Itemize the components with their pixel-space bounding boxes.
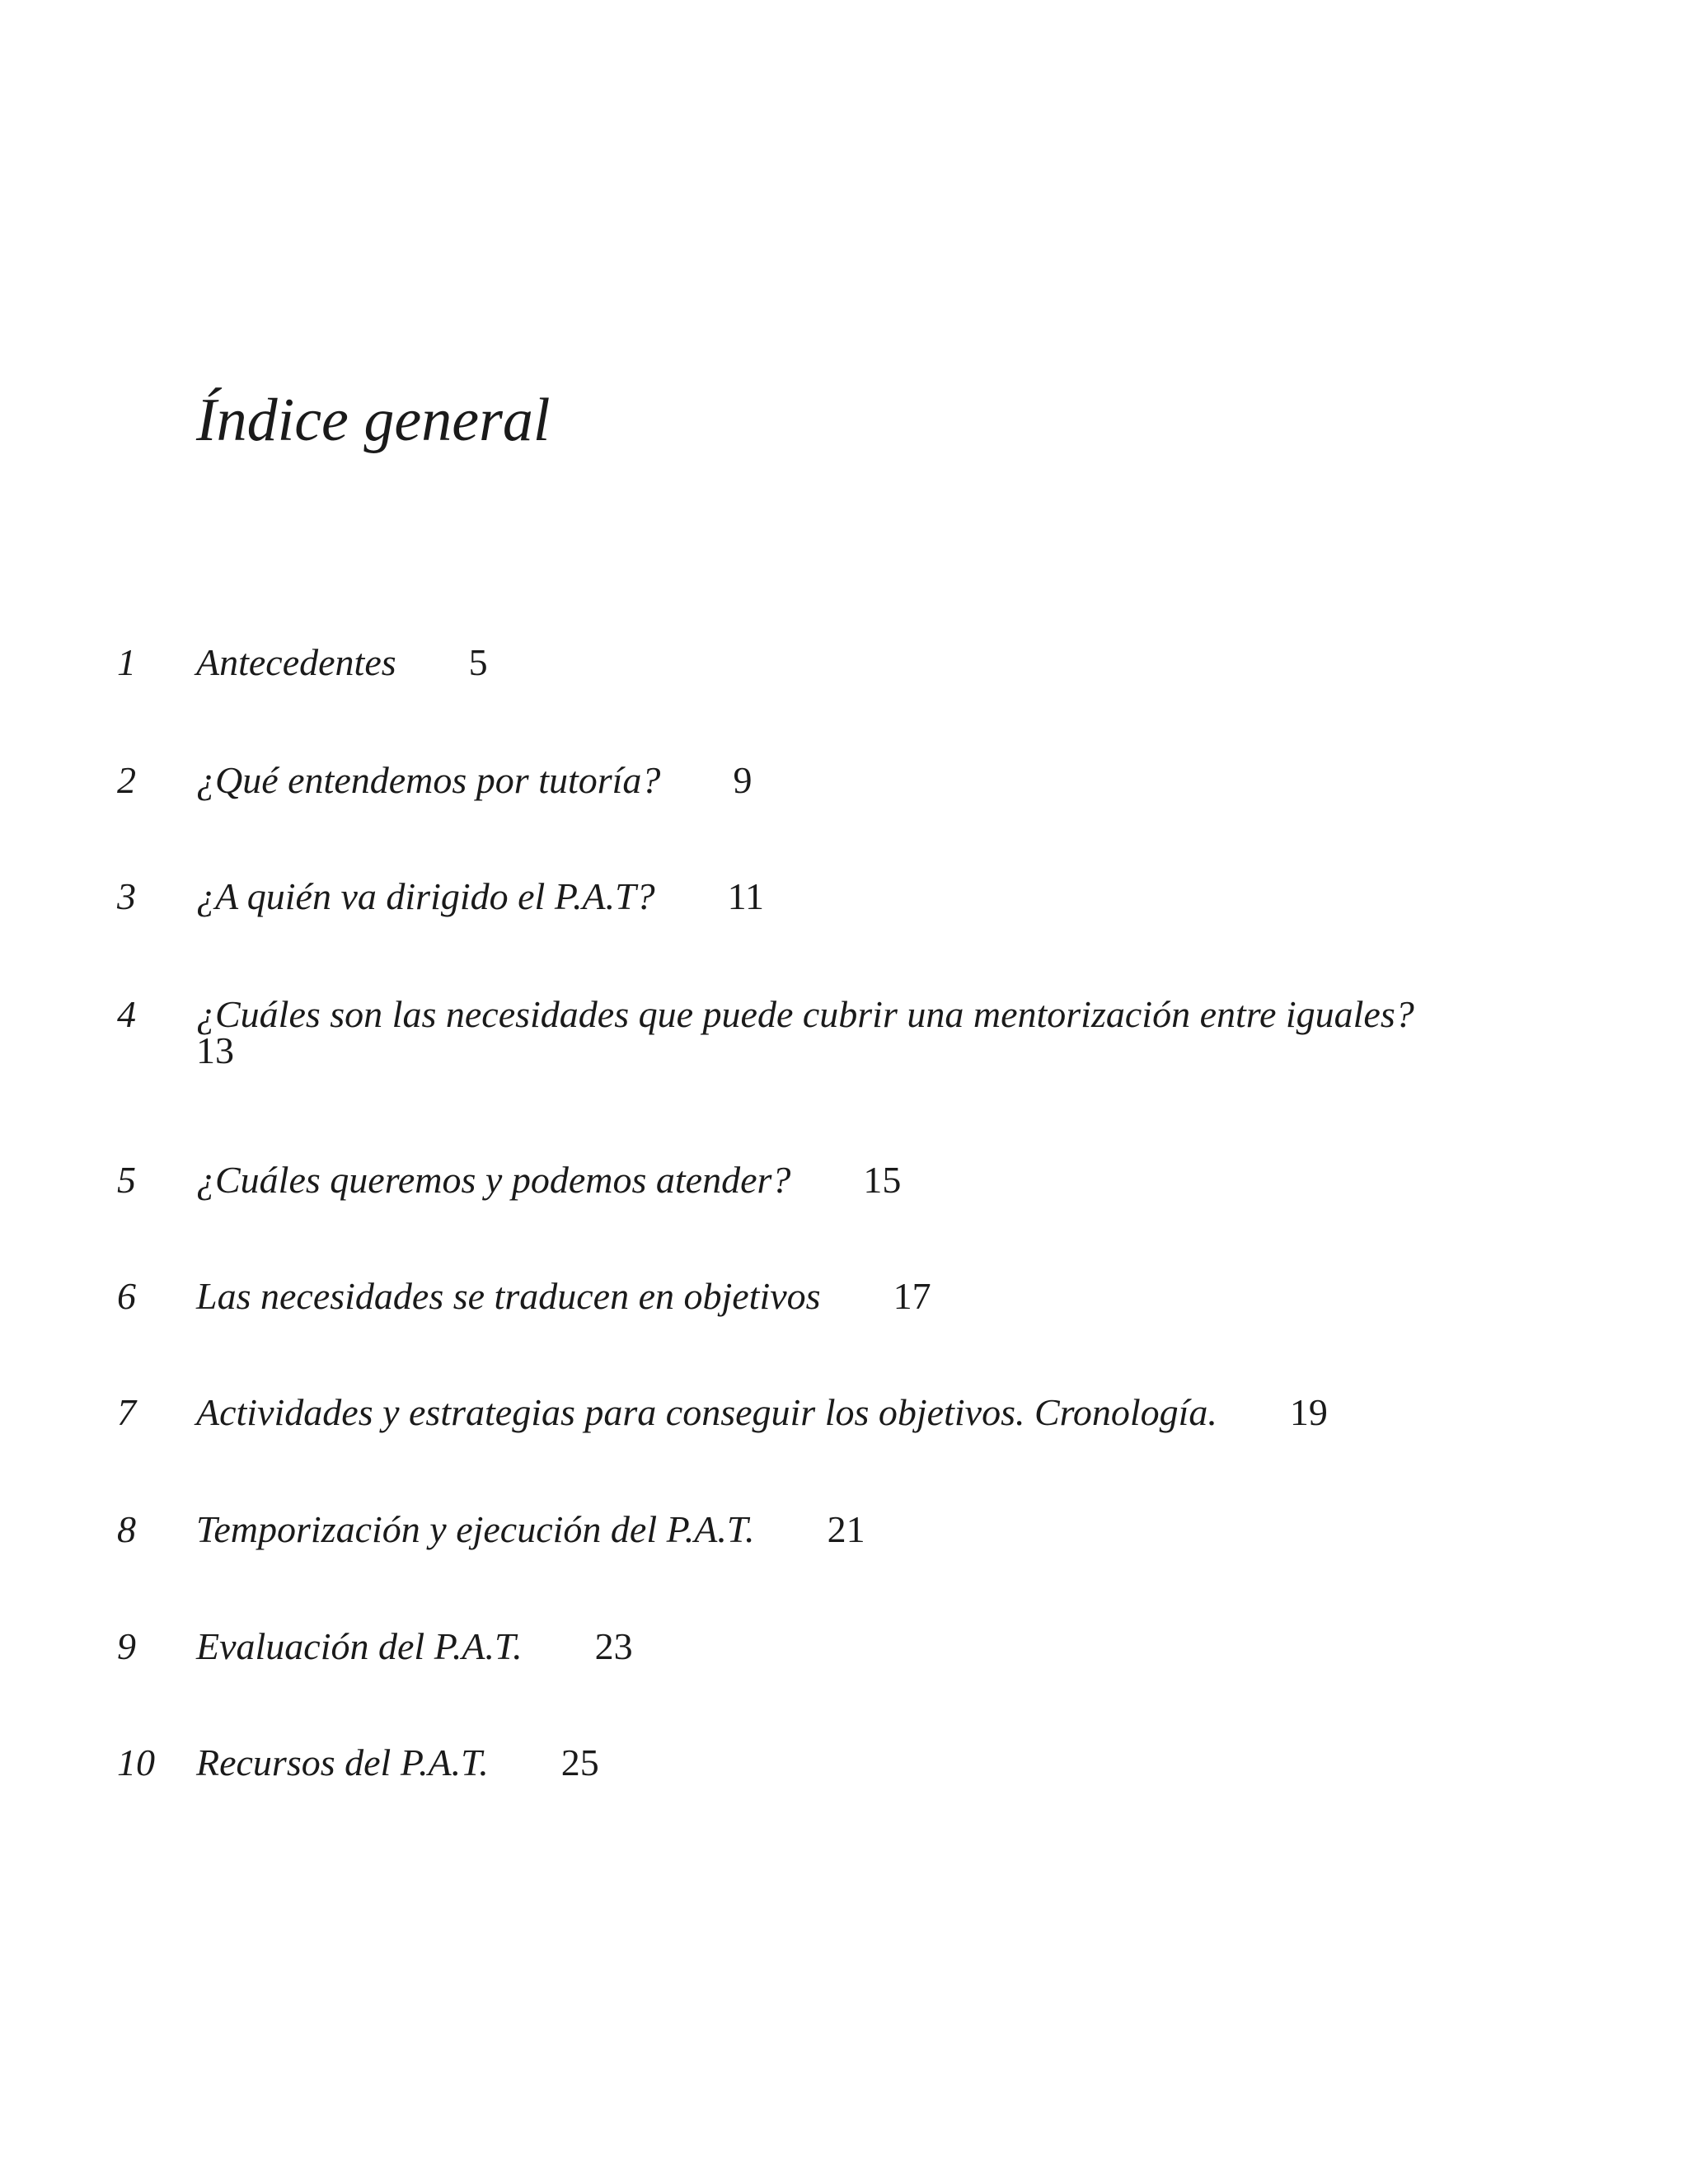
toc-entry-page: 9 [733,759,753,801]
toc-entry-text [196,1741,1482,1783]
toc-entry-number: 2 [117,759,136,801]
toc-entry-title: Actividades y estrategias para conseguir los objetivos. Cronología. [196,1391,1217,1433]
toc-entry-title: Recursos del P.A.T. [196,1741,489,1783]
toc-entry-page: 11 [727,875,764,917]
toc-entry-number: 7 [117,1391,136,1433]
toc-entry-number: 1 [117,641,136,683]
toc-entry-page: 23 [594,1625,633,1667]
toc-entry-page: 25 [560,1741,599,1783]
toc-entry-number: 8 [117,1508,136,1550]
toc-entry-number: 5 [117,1159,136,1201]
toc-entry-number: 3 [117,875,136,917]
toc-entry-title: ¿A quién va dirigido el P.A.T? [196,875,655,917]
toc-entry-page: 21 [827,1508,865,1550]
toc-entry-page: 19 [1289,1391,1328,1433]
toc-entry-number: 9 [117,1625,136,1667]
toc-entry-text [196,759,1482,801]
toc-entry-text [196,1275,1482,1317]
toc-entry-number: 10 [117,1741,155,1783]
toc-entry-title: ¿Cuáles son las necesidades que puede cubrir una mentorización entre iguales? [196,993,1414,1035]
toc-entry-title: Las necesidades se traducen en objetivos [196,1275,821,1317]
toc-entry-title: Evaluación del P.A.T. [196,1625,523,1667]
toc-entry-text [196,875,1482,917]
toc-entry-page: 17 [893,1275,931,1317]
page-title: Índice general [196,387,551,454]
toc-entry-title: Antecedentes [196,641,396,683]
toc-entry-text [196,993,1482,1071]
toc-entry-page: 5 [468,641,488,683]
toc-entry-text [196,1159,1482,1201]
toc-entry-number: 6 [117,1275,136,1317]
toc-entry-text [196,1508,1482,1550]
toc-entry-title: ¿Cuáles queremos y podemos atender? [196,1159,791,1201]
toc-entry-title: Temporización y ejecución del P.A.T. [196,1508,755,1550]
toc-entry-title: ¿Qué entendemos por tutoría? [196,759,661,801]
toc-entry-number: 4 [117,993,136,1035]
toc-entry-text [196,1625,1482,1667]
toc-entry-page: 15 [863,1159,902,1201]
toc-entry-page: 13 [196,1029,234,1071]
toc-entry-text [196,641,1482,683]
toc-entry-text [196,1391,1482,1433]
